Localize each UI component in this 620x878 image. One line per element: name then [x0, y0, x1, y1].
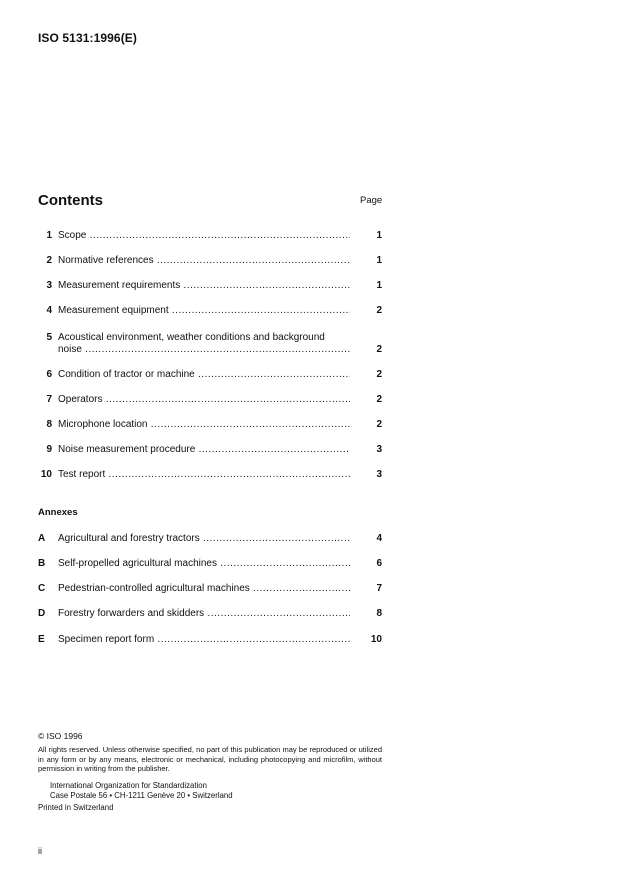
annex-entry-page: 4	[376, 533, 382, 544]
toc-entry-page: 1	[376, 230, 382, 241]
toc-entry-title: Microphone location .....	[58, 418, 350, 432]
toc-entry[interactable]	[38, 418, 384, 432]
toc-entry-title: Measurement equipment .....	[58, 304, 350, 318]
toc-entry-title: Measurement requirements .....	[58, 279, 350, 293]
toc-entry-title: Condition of tractor or machine .....	[58, 368, 350, 382]
toc-entry-page: 2	[376, 419, 382, 430]
page-column-label: Page	[360, 195, 383, 206]
annex-entry[interactable]	[38, 557, 384, 571]
toc-entry-number: 4	[46, 305, 52, 316]
toc-entry-number: 8	[46, 419, 52, 430]
toc-entry[interactable]	[38, 254, 384, 268]
annex-entry-page: 6	[376, 558, 382, 569]
contents-heading: Contents	[38, 192, 103, 209]
toc-entry-number: 1	[46, 230, 52, 241]
publisher-address	[50, 781, 233, 800]
annex-entry-letter: D	[38, 608, 46, 619]
toc-entry-number: 3	[46, 280, 52, 291]
annex-entry-title: Self-propelled agricultural machines .....	[58, 557, 350, 571]
toc-entry[interactable]	[38, 304, 384, 318]
toc-entry-number: 9	[46, 444, 52, 455]
toc-entry[interactable]	[38, 229, 384, 243]
toc-entry-page: 2	[376, 394, 382, 405]
annex-entry-title: Agricultural and forestry tractors .....	[58, 532, 350, 546]
annex-entry[interactable]	[38, 607, 384, 621]
publisher-name: International Organization for Standardization	[50, 781, 207, 790]
toc-entry-number: 5	[46, 332, 52, 343]
document-id: ISO 5131:1996(E)	[38, 31, 137, 45]
annex-entry-page: 7	[376, 583, 382, 594]
toc-entry-page: 1	[376, 255, 382, 266]
toc-entry-page: 3	[376, 444, 382, 455]
annex-entry-title: Forestry forwarders and skidders .....	[58, 607, 350, 621]
copyright-notice: © ISO 1996	[38, 731, 83, 741]
toc-entry[interactable]	[38, 368, 384, 382]
toc-entry[interactable]	[38, 393, 384, 407]
toc-entry-page: 2	[376, 344, 382, 355]
publisher-postal-address: Case Postale 56 • CH-1211 Genève 20 • Switzerland	[50, 790, 233, 800]
annex-entry-letter: E	[38, 634, 45, 645]
toc-entry-number: 7	[46, 394, 52, 405]
annex-entry-title: Specimen report form .....	[58, 633, 350, 647]
toc-entry-title: Operators .....	[58, 393, 350, 407]
annex-entry-page: 10	[370, 634, 382, 645]
toc-entry-title: noise .....	[58, 343, 350, 357]
toc-entry-title: Normative references .....	[58, 254, 350, 268]
annex-entry-page: 8	[376, 608, 382, 619]
annex-entry[interactable]	[38, 582, 384, 596]
toc-entry-page: 1	[376, 280, 382, 291]
toc-entry-title: Test report .....	[58, 468, 350, 482]
toc-entry-page: 2	[376, 369, 382, 380]
page-number: ii	[38, 846, 42, 856]
toc-entry-title: Noise measurement procedure .....	[58, 443, 350, 457]
annex-entry[interactable]	[38, 532, 384, 546]
annex-entry-letter: C	[38, 583, 46, 594]
toc-entry-number: 2	[46, 255, 52, 266]
toc-entry[interactable]	[38, 468, 384, 482]
toc-entry-title-line1: Acoustical environment, weather conditions and background	[58, 332, 325, 343]
toc-entry[interactable]	[38, 443, 384, 457]
annex-entry-title: Pedestrian-controlled agricultural machines .....	[58, 582, 350, 596]
annexes-heading: Annexes	[38, 507, 78, 518]
toc-entry-number: 6	[46, 369, 52, 380]
toc-entry-title: Scope .....	[58, 229, 350, 243]
annex-entry-letter: A	[38, 533, 46, 544]
toc-entry-page: 2	[376, 305, 382, 316]
printed-location: Printed in Switzerland	[38, 803, 114, 812]
toc-entry[interactable]	[38, 332, 384, 357]
toc-entry[interactable]	[38, 279, 384, 293]
toc-entry-page: 3	[376, 469, 382, 480]
toc-entry-number: 10	[40, 469, 52, 480]
annex-entry[interactable]	[38, 633, 384, 647]
annex-entry-letter: B	[38, 558, 46, 569]
rights-statement: All rights reserved. Unless otherwise specified, no part of this publication may be reproduced or utilized in any form or by any means, electronic or mechanical, including photocopying and microfilm, without permission in writing from the publisher.	[38, 745, 382, 773]
